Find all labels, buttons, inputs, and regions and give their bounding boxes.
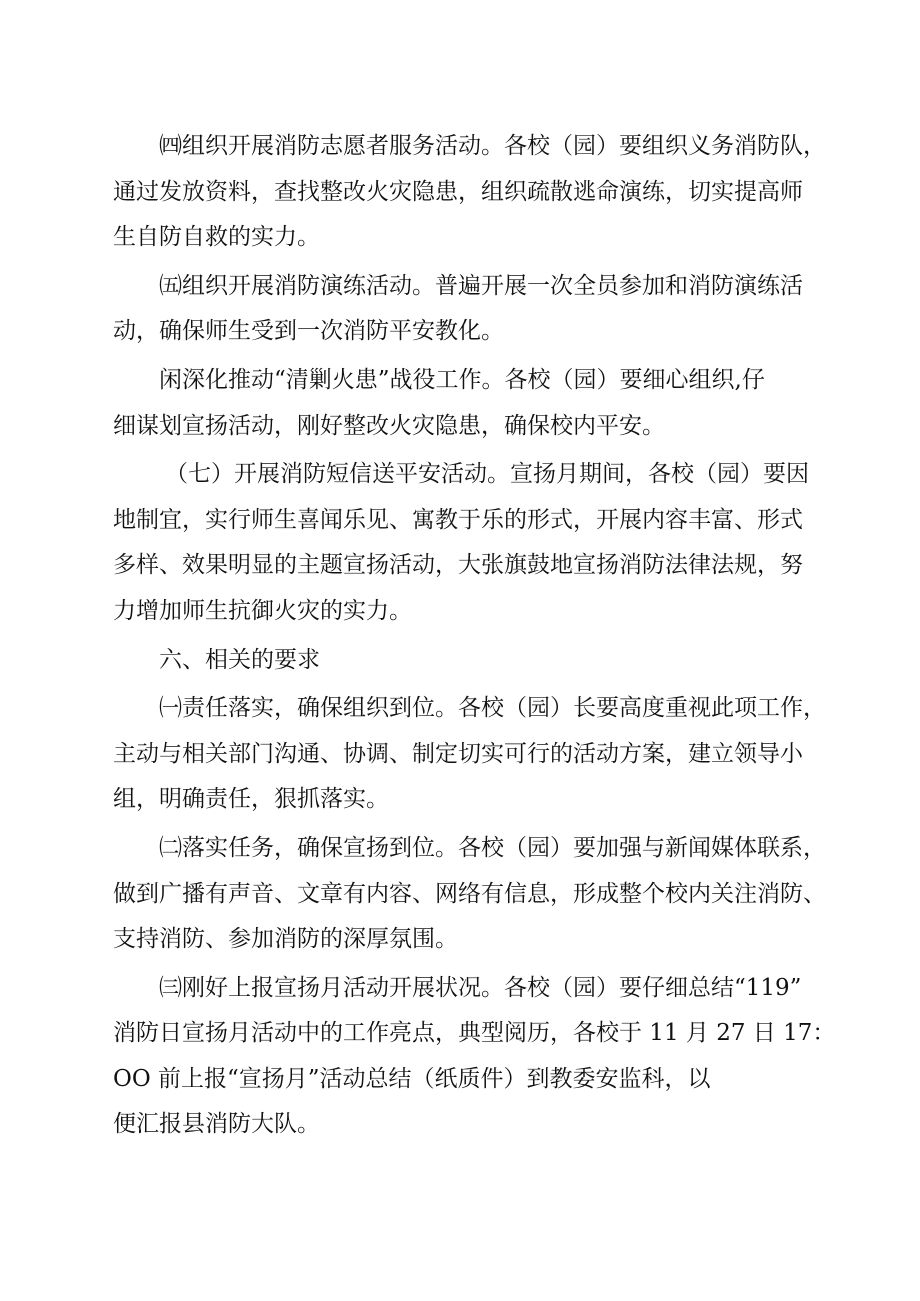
paragraph-fire-hazard-campaign <box>113 358 833 449</box>
paragraph-line: 力增加师生抗御火灾的实力。 <box>113 597 412 624</box>
paragraph-line: 细谋划宣扬活动，刚好整改火灾隐患，确保校内平安。 <box>113 412 665 439</box>
paragraph-line: 多样、效果明显的主题宣扬活动，大张旗鼓地宣扬消防法律法规，努 <box>113 552 803 579</box>
paragraph-line: 通过发放资料，查找整改火灾隐患，组织疏散逃命演练，切实提高师 <box>113 178 803 205</box>
paragraph-line: ㈣组织开展消防志愿者服务活动。各校（园）要组织义务消防队， <box>159 133 826 159</box>
paragraph-line: ㈢刚好上报宣扬月活动开展状况。各校（园）要仔细总结“119” <box>159 974 802 1001</box>
paragraph-line: ㈡落实任务，确保宣扬到位。各校（园）要加强与新闻媒体联系， <box>159 834 826 861</box>
paragraph-drill-activity <box>113 264 833 355</box>
paragraph-line: （七）开展消防短信送平安活动。宣扬月期间，各校（园）要因 <box>165 461 809 488</box>
paragraph-report-submission <box>113 966 836 1148</box>
paragraph-line: 主动与相关部门沟通、协调、制定切实可行的活动方案，建立领导小 <box>113 740 803 767</box>
paragraph-line: ㈤组织开展消防演练活动。普遍开展一次全员参加和消防演练活 <box>159 272 803 299</box>
paragraph-line: 组，明确责任，狠抓落实。 <box>113 786 389 813</box>
paragraph-line: 支持消防、参加消防的深厚氛围。 <box>113 926 458 953</box>
section-heading-line: 六、相关的要求 <box>159 646 320 673</box>
paragraph-line: ㈠责任落实，确保组织到位。各校（园）长要高度重视此项工作， <box>159 695 826 722</box>
paragraph-line: 地制宜，实行师生喜闻乐见、寓教于乐的形式，开展内容丰富、形式 <box>113 506 803 533</box>
section-heading-requirements <box>113 638 833 684</box>
paragraph-line: 生自防自救的实力。 <box>113 224 320 251</box>
paragraph-line: 消防日宣扬月活动中的工作亮点，典型阅历，各校于 11 月 27 日 17： <box>113 1020 836 1047</box>
paragraph-line: 做到广播有声音、文章有内容、网络有信息，形成整个校内关注消防、 <box>113 880 826 907</box>
paragraph-sms-safety <box>113 452 833 634</box>
paragraph-line: 闲深化推动“清剿火患”战役工作。各校（园）要细心组织,仔 <box>159 366 765 393</box>
paragraph-responsibility <box>113 686 833 823</box>
paragraph-line: 动，确保师生受到一次消防平安教化。 <box>113 318 504 345</box>
paragraph-line: 便汇报县消防大队。 <box>113 1111 320 1138</box>
paragraph-line: OO 前上报“宣扬月”活动总结（纸质件）到教委安监科，以 <box>113 1065 711 1092</box>
paragraph-volunteer-service <box>113 124 833 261</box>
document-body <box>113 124 836 1151</box>
paragraph-publicity-task <box>113 826 833 963</box>
